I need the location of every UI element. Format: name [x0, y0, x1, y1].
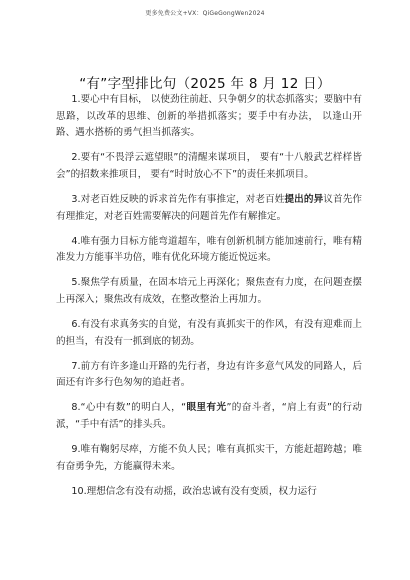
paragraph-text: 10.理想信念有没有动摇，政治忠诚有没有变质，权力运行: [71, 485, 317, 497]
paragraph-6: [56, 317, 362, 350]
paragraph-text: 4.唯有强力目标方能弯道超车，唯有创新机制方能加速前行，唯有精准发力方能事半功倍，唯有优化环境方能近悦远来。: [56, 235, 362, 264]
paragraph-10: [56, 484, 362, 501]
paragraph-text: 5.聚焦学有质量，在固本培元上再深化；聚焦查有力度，在问题查摆上再深入；聚焦改有成效，在整改整治上再加力。: [56, 277, 362, 305]
document-title: “有”字型排比句（2025 年 8 月 12 日）: [79, 76, 331, 92]
paragraph-list: [56, 92, 362, 509]
paragraph-5: [56, 275, 362, 308]
paragraph-text: 8.“心中有数”的明白人，“: [71, 402, 187, 414]
paragraph-8: [56, 400, 362, 433]
paragraph-text: 2.要有“不畏浮云遮望眼”的清醒来谋项目， 要有“十八般武艺样样皆会”的招数来推项目， 要有“时时放心不下”的责任来抓项目。: [56, 152, 362, 180]
paragraph-text: 9.唯有鞠躬尽瘁，方能不负人民；唯有真抓实干，方能赶超跨越；唯有奋勇争先，方能赢得未来。: [56, 444, 362, 472]
watermark-text: 更多免费公文+VX：QiGeGongWen2024: [145, 10, 265, 17]
paragraph-text: ”的奋斗者，“肩上有责”的行动派，“手中有活”的排头兵。: [56, 402, 362, 430]
paragraph-9: [56, 442, 362, 475]
paragraph-1: [56, 92, 362, 142]
paragraph-text: 1.要心中有目标， 以使劲往前赶、只争朝夕的状态抓落实；要脑中有思路，以改革的思维、创新的举措抓落实；要手中有办法， 以逢山开路、遇水搭桥的勇气担当抓落实。: [56, 94, 362, 139]
bold-text: 眼里有光: [186, 402, 227, 414]
paragraph-3: [56, 192, 362, 225]
bold-text: 提出的异: [284, 193, 324, 205]
paragraph-text: 议首先作有理推定，对老百姓需要解决的问题首先作有解推定。: [56, 193, 363, 222]
paragraph-text: 6.有没有求真务实的自觉，有没有真抓实干的作风，有没有迎难而上的担当，有没有一抓到底的韧劲。: [56, 319, 362, 347]
paragraph-7: [56, 359, 362, 392]
paragraph-4: [56, 234, 362, 267]
paragraph-text: 3.对老百姓反映的诉求首先作有事推定，对老百姓: [71, 193, 285, 205]
paragraph-2: [56, 150, 362, 183]
paragraph-text: 7.前方有许多逢山开路的先行者，身边有许多意气风发的同路人，后面还有许多行色匆匆的追赶者。: [56, 360, 362, 389]
